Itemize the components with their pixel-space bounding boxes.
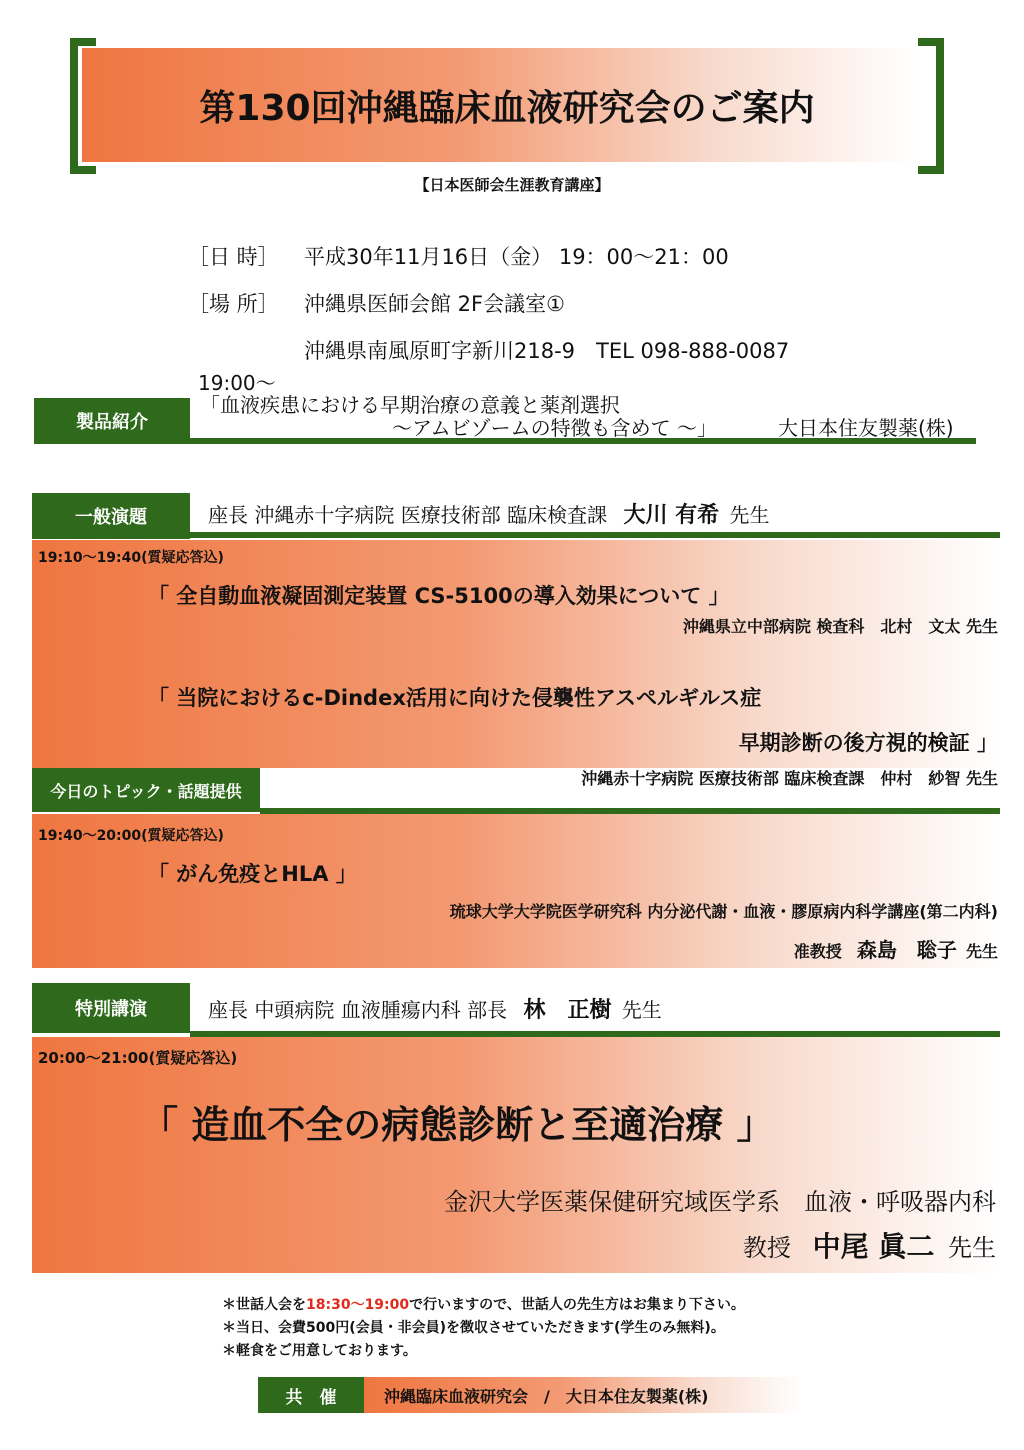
note-1 bbox=[222, 1294, 745, 1317]
general-time: 19:10～19:40(質疑応答込) bbox=[38, 550, 224, 566]
general-rule bbox=[190, 532, 1000, 538]
talk1-title: 「 全自動血液凝固測定装置 CS-5100の導入効果について 」 bbox=[148, 584, 730, 608]
general-chair bbox=[208, 498, 769, 529]
special-speaker-suffix: 先生 bbox=[948, 1234, 996, 1262]
topic-speaker bbox=[500, 934, 998, 963]
topic-speaker-suffix: 先生 bbox=[965, 942, 998, 961]
general-chair-affiliation: 座長 沖縄赤十字病院 医療技術部 臨床検査課 bbox=[208, 503, 608, 527]
product-tag: 製品紹介 bbox=[34, 398, 190, 444]
page-title: 第130回沖縄臨床血液研究会のご案内 bbox=[199, 88, 815, 129]
general-chair-suffix: 先生 bbox=[729, 503, 770, 527]
topic-time: 19:40～20:00(質疑応答込) bbox=[38, 828, 224, 844]
special-tag: 特別講演 bbox=[32, 983, 190, 1033]
product-company: 大日本住友製薬(株) bbox=[778, 416, 954, 440]
topic-affiliation: 琉球大学大学院医学研究科 内分泌代謝・血液・膠原病内科学講座(第二内科) bbox=[449, 902, 998, 921]
talk2-speaker: 沖縄赤十字病院 医療技術部 臨床検査課 仲村 紗智 先生 bbox=[581, 769, 998, 788]
special-time: 20:00～21:00(質疑応答込) bbox=[38, 1049, 238, 1067]
notes bbox=[222, 1294, 745, 1363]
product-time: 19:00～ bbox=[198, 371, 276, 395]
note-1-time: 18:30～19:00 bbox=[306, 1297, 410, 1313]
topic-speaker-role: 准教授 bbox=[793, 942, 842, 961]
general-chair-name: 大川 有希 bbox=[623, 503, 720, 528]
special-title: 「 造血不全の病態診断と至適治療 」 bbox=[140, 1103, 775, 1147]
talk1-speaker: 沖縄県立中部病院 検査科 北村 文太 先生 bbox=[682, 617, 998, 636]
special-affiliation: 金沢大学医薬保健研究域医学系 血液・呼吸器内科 bbox=[444, 1188, 996, 1216]
note-3: ＊軽食をご用意しております。 bbox=[222, 1343, 417, 1359]
note-2: ＊当日、会費500円(会員・非会員)を徴収させていただきます(学生のみ無料)。 bbox=[222, 1320, 725, 1336]
talk2-title-line2: 早期診断の後方視的検証 」 bbox=[738, 731, 998, 755]
special-chair-suffix: 先生 bbox=[621, 998, 662, 1022]
talk2-title-line1: 「 当院におけるc-Dindex活用に向けた侵襲性アスペルギルス症 bbox=[148, 686, 762, 710]
footer-tag: 共 催 bbox=[258, 1377, 364, 1413]
special-chair-affiliation: 座長 中頭病院 血液腫瘍内科 部長 bbox=[208, 998, 508, 1022]
general-tag: 一般演題 bbox=[32, 493, 190, 539]
topic-speaker-name: 森島 聡子 bbox=[856, 938, 957, 962]
product-title-line1: 「血液疾患における早期治療の意義と薬剤選択 bbox=[200, 393, 620, 417]
place-label: ［場 所］ bbox=[188, 292, 279, 316]
page-subtitle: 【日本医師会生涯教育講座】 bbox=[414, 176, 610, 194]
note-1-pre: ＊世話人会を bbox=[222, 1297, 306, 1313]
special-speaker bbox=[500, 1225, 996, 1265]
special-chair-name: 林 正樹 bbox=[523, 998, 612, 1023]
topic-title: 「 がん免疫とHLA 」 bbox=[148, 862, 357, 886]
special-chair bbox=[208, 993, 662, 1024]
special-speaker-name: 中尾 眞二 bbox=[812, 1230, 935, 1263]
topic-tag: 今日のトピック・話題提供 bbox=[32, 768, 260, 812]
date-value: 平成30年11月16日（金） 19：00～21：00 bbox=[304, 245, 729, 269]
date-label: ［日 時］ bbox=[188, 245, 279, 269]
footer-sponsors: 沖縄臨床血液研究会 / 大日本住友製薬(株) bbox=[384, 1387, 709, 1406]
place-value: 沖縄県医師会館 2F会議室① bbox=[304, 292, 565, 316]
address: 沖縄県南風原町字新川218-9 TEL 098-888-0087 bbox=[304, 339, 790, 363]
note-1-post: で行いますので、世話人の先生方はお集まり下さい。 bbox=[409, 1297, 745, 1313]
special-speaker-role: 教授 bbox=[742, 1234, 791, 1262]
product-title-line2: ～アムビゾームの特徴も含めて ～」 bbox=[392, 416, 717, 440]
